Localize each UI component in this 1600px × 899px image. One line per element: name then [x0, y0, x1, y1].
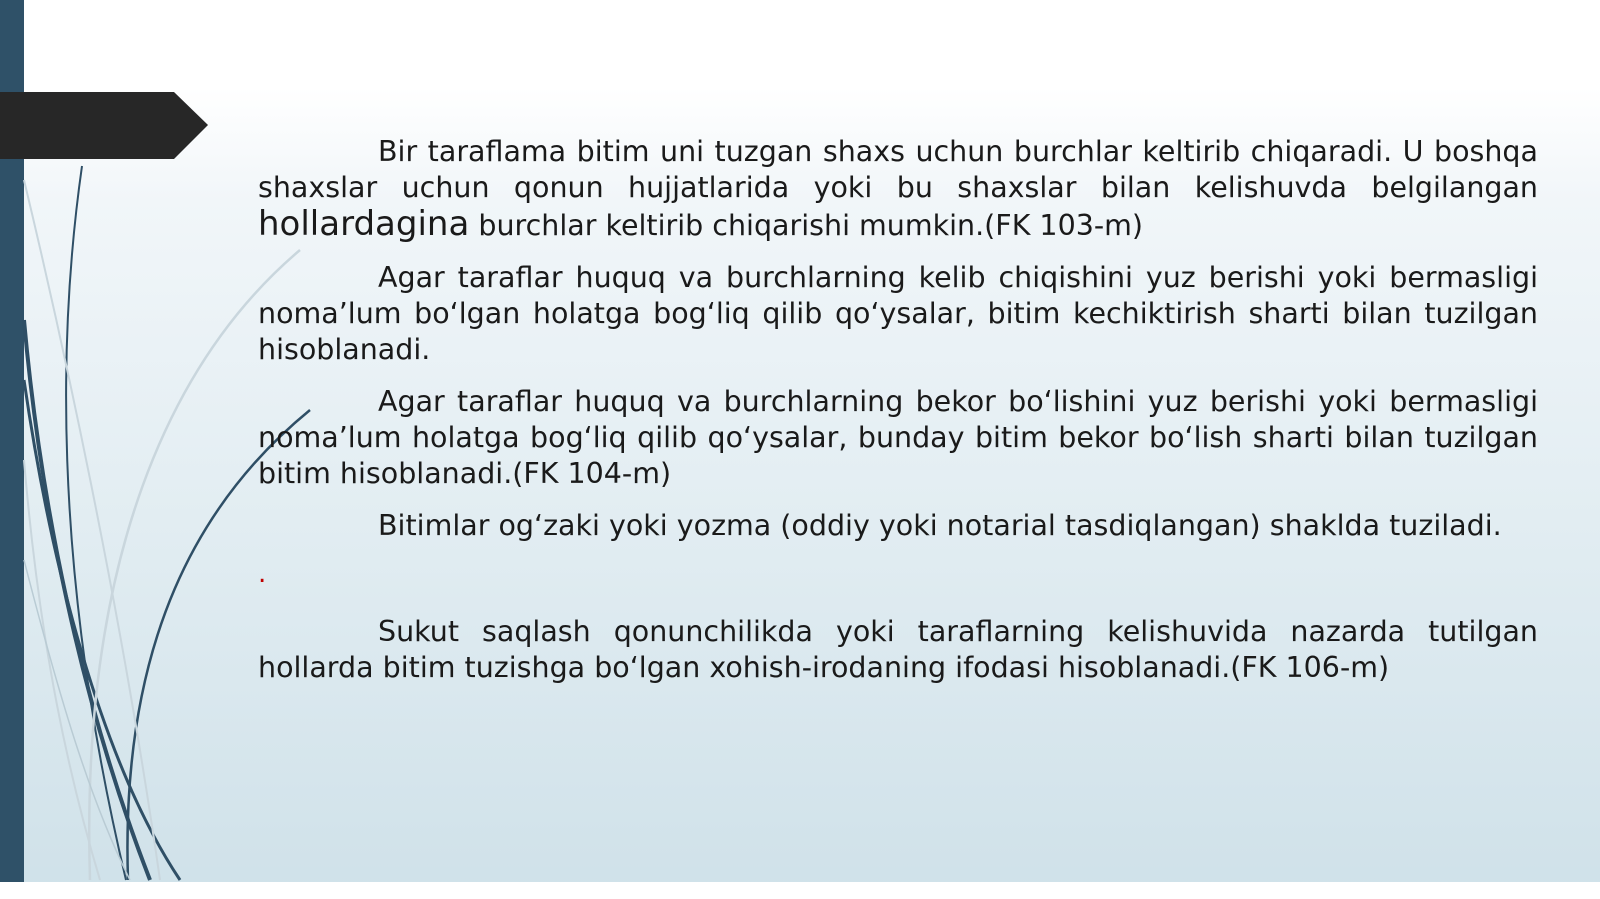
paragraph-2: Agar taraflar huquq va burchlarning kelib chiqishini yuz berishi yoki bermasligi noma’lum bo‘lgan holatga bog‘liq qilib qo‘ysalar, bitim kechiktirish sharti bilan tuzilgan hisoblanadi. — [258, 261, 1538, 366]
paragraph-1-part-2: burchlar keltirib chiqarishi mumkin.(FK 103-m) — [469, 209, 1143, 242]
paragraph-1 — [258, 134, 1538, 244]
red-dot: . — [258, 559, 267, 589]
dot-line — [258, 554, 1538, 590]
paragraph-4: Bitimlar og‘zaki yoki yozma (oddiy yoki notarial tasdiqlangan) shaklda tuziladi. — [378, 509, 1502, 542]
arrow-tab-shape — [0, 92, 210, 159]
slide-body — [258, 134, 1538, 702]
paragraph-1-emphasis: hollardagina — [258, 204, 470, 244]
paragraph-3: Agar taraflar huquq va burchlarning bekor bo‘lishini yuz berishi yoki bermasligi noma’lum holatga bog‘liq qilib qo‘ysalar, bunday bitim bekor bo‘lish sharti bilan tuzilgan bitim hisoblanadi.(FK 104-m) — [258, 385, 1538, 490]
paragraph-5: Sukut saqlash qonunchilikda yoki taraflarning kelishuvida nazarda tutilgan hollarda bitim tuzishga bo‘lgan xohish-irodaning ifodasi hisoblanadi.(FK 106-m) — [258, 615, 1538, 684]
paragraph-1-part-1: Bir taraflama bitim uni tuzgan shaxs uchun burchlar keltirib chiqaradi. U boshqa shaxslar uchun qonun hujjatlarida yoki bu shaxslar bilan kelishuvda belgilangan — [258, 135, 1538, 204]
bottom-strip — [0, 882, 1600, 899]
